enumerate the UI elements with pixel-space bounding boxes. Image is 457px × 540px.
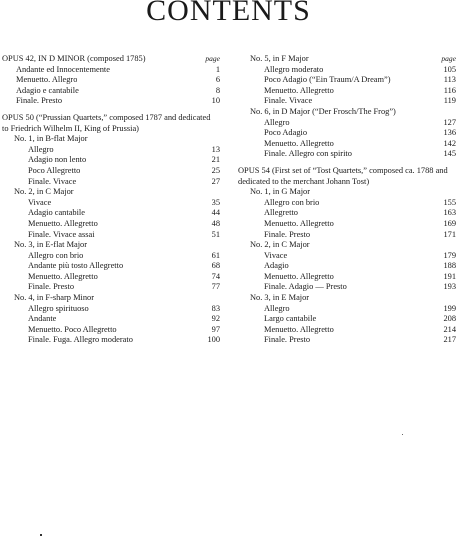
toc-entry: Finale. Presto 217 bbox=[264, 335, 456, 345]
toc-entry: Andante ed Innocentemente 1 bbox=[16, 64, 220, 74]
quartet-heading: No. 2, in C Major bbox=[250, 240, 310, 250]
toc-entry: Menuetto. Allegretto 48 bbox=[28, 218, 220, 228]
toc-entry: Allegro 127 bbox=[264, 117, 456, 127]
quartet-heading: No. 3, in E-flat Major bbox=[14, 240, 88, 250]
toc-entry: Finale. Presto 77 bbox=[28, 282, 220, 292]
toc-entry: Allegro spirituoso 83 bbox=[28, 303, 220, 313]
toc-entry: Vivace 179 bbox=[264, 250, 456, 260]
toc-entry: Finale. Allegro con spirito 145 bbox=[264, 149, 456, 159]
toc-entry: Adagio 188 bbox=[264, 261, 456, 271]
toc-entry: Menuetto. Allegretto 142 bbox=[264, 138, 456, 148]
quartet-heading: No. 1, in B-flat Major bbox=[14, 134, 88, 144]
toc-entry: Menuetto. Allegro 6 bbox=[16, 75, 220, 85]
toc-entry: Menuetto. Allegretto 116 bbox=[264, 85, 456, 95]
toc-entry: Poco Adagio (“Ein Traum/A Dream”) 113 bbox=[264, 75, 456, 85]
page-column-label: page bbox=[441, 54, 456, 63]
toc-entry: Adagio non lento 21 bbox=[28, 155, 220, 165]
opus-title: OPUS 42, IN D MINOR (composed 1785) bbox=[2, 54, 146, 63]
quartet-heading: No. 4, in F-sharp Minor bbox=[14, 293, 95, 303]
toc-entry: Allegro con brio 61 bbox=[28, 250, 220, 260]
toc-entry: Allegro 199 bbox=[264, 303, 456, 313]
toc-entry: Largo cantabile 208 bbox=[264, 314, 456, 324]
toc-entry: Poco Adagio 136 bbox=[264, 128, 456, 138]
page-title: CONTENTS bbox=[146, 0, 311, 27]
stray-mark bbox=[40, 534, 42, 536]
opus-title: OPUS 54 (First set of “Tost Quartets,” composed ca. 1788 and dedicated to the merchant Johann Tost) bbox=[238, 165, 448, 186]
toc-entry: Allegro con brio 155 bbox=[264, 197, 456, 207]
quartet-heading: No. 2, in C Major bbox=[14, 187, 74, 197]
toc-entry: Menuetto. Allegretto 74 bbox=[28, 271, 220, 281]
toc-entry: Finale. Fuga. Allegro moderato 100 bbox=[28, 335, 220, 345]
toc-entry: Andante 92 bbox=[28, 314, 220, 324]
quartet-heading: No. 1, in G Major bbox=[250, 187, 311, 197]
toc-entry: Allegro moderato 105 bbox=[264, 64, 456, 74]
toc-entry: Andante più tosto Allegretto 68 bbox=[28, 261, 220, 271]
toc-entry: Allegretto 163 bbox=[264, 208, 456, 218]
toc-entry: Finale. Presto 10 bbox=[16, 96, 220, 106]
opus-heading bbox=[2, 54, 220, 65]
toc-entry: Adagio cantabile 44 bbox=[28, 208, 220, 218]
stray-mark bbox=[402, 434, 403, 435]
toc-entry: Finale. Adagio — Presto 193 bbox=[264, 282, 456, 292]
toc-right-column bbox=[238, 54, 456, 346]
toc-entry: Poco Allegretto 25 bbox=[28, 165, 220, 175]
opus-title: OPUS 50 (“Prussian Quartets,” composed 1787 and dedicated to Friedrich Wilhelm II, King of Prussia) bbox=[2, 112, 211, 133]
toc-entry: Menuetto. Poco Allegretto 97 bbox=[28, 324, 220, 334]
toc-entry: Menuetto. Allegretto 191 bbox=[264, 271, 456, 281]
toc-left-column bbox=[2, 54, 220, 346]
quartet-heading: No. 3, in E Major bbox=[250, 293, 310, 303]
toc-entry: Menuetto. Allegretto 214 bbox=[264, 324, 456, 334]
toc-entry: Adagio e cantabile 8 bbox=[16, 85, 220, 95]
toc-entry: Menuetto. Allegretto 169 bbox=[264, 218, 456, 228]
toc-entry: Finale. Vivace assai 51 bbox=[28, 229, 220, 239]
page-column-label: page bbox=[205, 54, 220, 63]
toc-entry: Finale. Vivace 119 bbox=[264, 96, 456, 106]
toc-entry: Finale. Presto 171 bbox=[264, 229, 456, 239]
toc-entry: Finale. Vivace 27 bbox=[28, 176, 220, 186]
quartet-heading: No. 5, in F Major page bbox=[250, 54, 456, 63]
toc-entry: Vivace 35 bbox=[28, 197, 220, 207]
quartet-heading: No. 6, in D Major (“Der Frosch/The Frog”) bbox=[250, 106, 396, 116]
toc-entry: Allegro 13 bbox=[28, 144, 220, 154]
